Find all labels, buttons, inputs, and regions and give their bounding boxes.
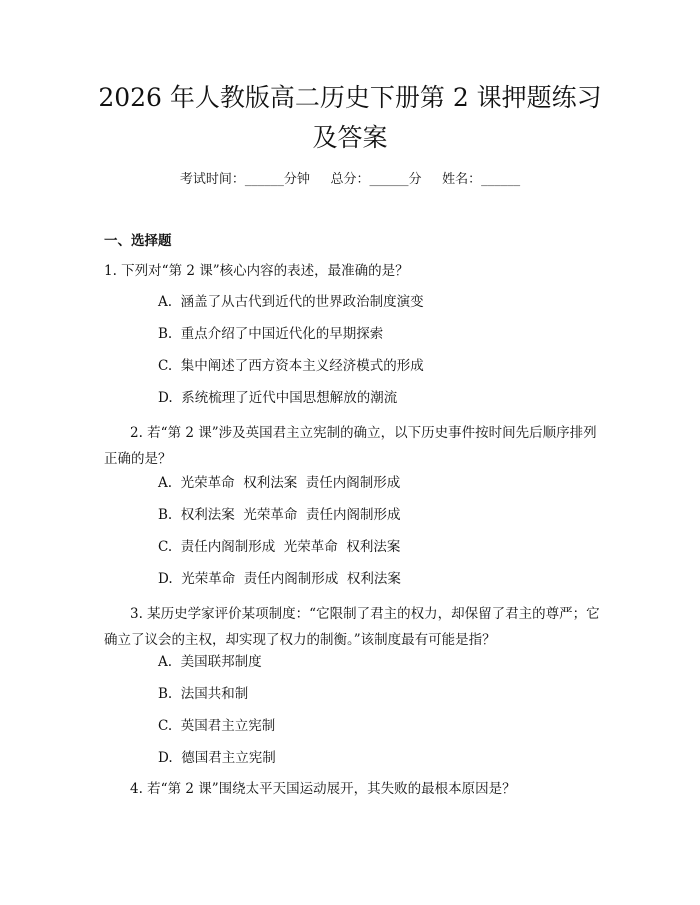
question-2: 2. 若“第 2 课”涉及英国君主立宪制的确立，以下历史事件按时间先后顺序排列正确的是？ — [104, 425, 597, 467]
question-2-option-a: A. 光荣革命 权利法案 责任内阁制形成 — [158, 475, 401, 491]
question-2-option-b: B. 权利法案 光荣革命 责任内阁制形成 — [158, 507, 401, 523]
question-3-option-b: B. 法国共和制 — [158, 686, 249, 702]
question-1-option-a: A. 涵盖了从古代到近代的世界政治制度演变 — [158, 294, 424, 310]
question-4: 4. 若“第 2 课”围绕太平天国运动展开，其失败的最根本原因是？ — [130, 781, 516, 797]
question-3-option-d: D. 德国君主立宪制 — [158, 750, 276, 766]
document-title — [0, 78, 700, 158]
question-1-option-b: B. 重点介绍了中国近代化的早期探索 — [158, 326, 384, 342]
question-1-option-d: D. 系统梳理了近代中国思想解放的潮流 — [158, 390, 398, 406]
title-line-1: 2026 年人教版高二历史下册第 2 课押题练习 — [98, 83, 602, 112]
question-2-option-d: D. 光荣革命 责任内阁制形成 权利法案 — [158, 571, 401, 587]
question-2-option-c: C. 责任内阁制形成 光荣革命 权利法案 — [158, 539, 401, 555]
section-heading: 一、选择题 — [104, 233, 172, 249]
exam-info-line: 考试时间：______分钟 总分：______分 姓名：______ — [179, 172, 521, 187]
question-3-option-c: C. 英国君主立宪制 — [158, 718, 276, 734]
title-line-2: 及答案 — [312, 123, 388, 152]
question-3-option-a: A. 美国联邦制度 — [158, 654, 262, 670]
question-1-option-c: C. 集中阐述了西方资本主义经济模式的形成 — [158, 358, 424, 374]
question-1: 1. 下列对“第 2 课”核心内容的表述，最准确的是？ — [104, 263, 409, 279]
question-3: 3. 某历史学家评价某项制度：“它限制了君主的权力，却保留了君主的尊严；它确立了议会的主权，却实现了权力的制衡。”该制度最有可能是指？ — [104, 606, 600, 648]
